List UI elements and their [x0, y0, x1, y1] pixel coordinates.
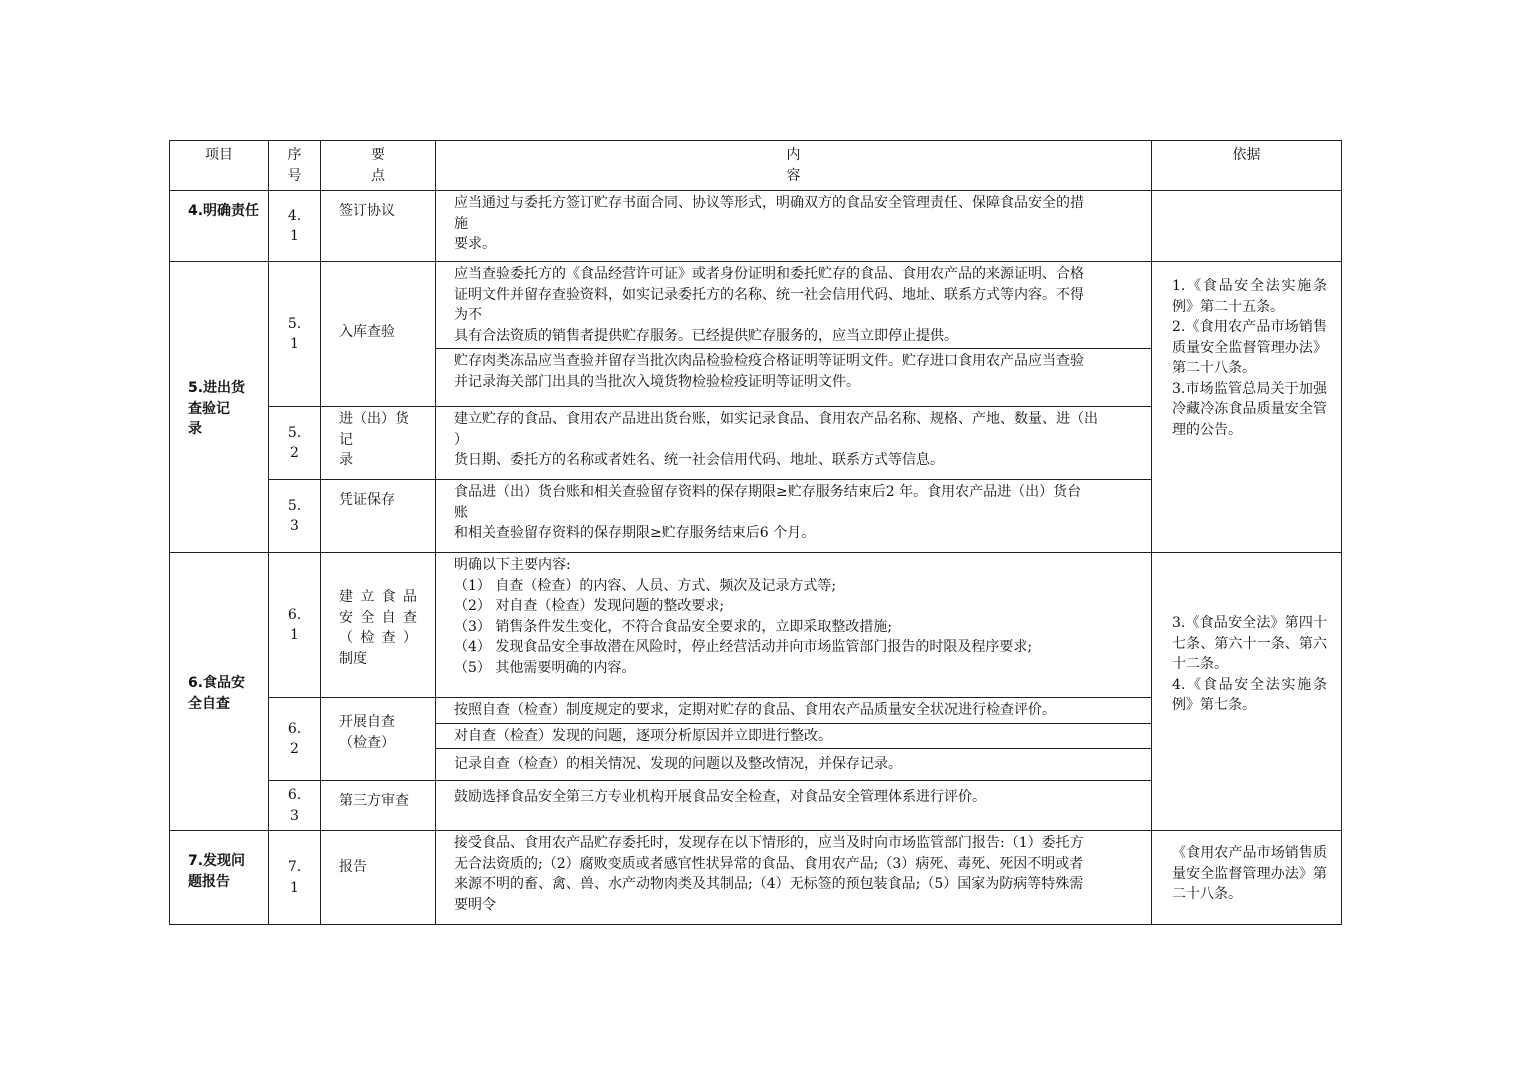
basis-5: 1.《食品安全法实施条例》第二十五条。 2.《食用农产品市场销售质量安全监督管理办法》第二十八条。 3.市场监管总局关于加强冷藏冷冻食品质量安全管理的公告。 — [1152, 262, 1342, 553]
row-4-1 — [170, 191, 1342, 262]
basis-4 — [1152, 191, 1342, 262]
content-6-3: 鼓励选择食品安全第三方专业机构开展食品安全检查，对食品安全管理体系进行评价。 — [436, 781, 1152, 831]
point-6-3: 第三方审查 — [321, 781, 436, 831]
seq-5-2: 5. 2 — [269, 407, 321, 480]
row-5-1a — [170, 262, 1342, 349]
project-5: 5.进出货 查验记 录 — [170, 262, 269, 553]
point-6-1: 建立食品 安全自查 （检查） 制度 — [321, 553, 436, 698]
content-6-2c: 记录自查（检查）的相关情况、发现的问题以及整改情况，并保存记录。 — [436, 749, 1152, 781]
header-row — [170, 141, 1342, 191]
project-4: 4.明确责任 — [170, 191, 269, 262]
project-7: 7.发现问 题报告 — [170, 831, 269, 925]
point-7-1: 报告 — [321, 831, 436, 925]
row-7-1 — [170, 831, 1342, 925]
content-5-2: 建立贮存的食品、食用农产品进出货台账，如实记录食品、食用农产品名称、规格、产地、数量、进（出 ） 货日期、委托方的名称或者姓名、统一社会信用代码、地址、联系方式等信息。 — [436, 407, 1152, 480]
content-5-1a: 应当查验委托方的《食品经营许可证》或者身份证明和委托贮存的食品、食用农产品的来源证明、合格 证明文件并留存查验资料，如实记录委托方的名称、统一社会信用代码、地址、联系方式等内容。不得 为不 具有合法资质的销售者提供贮存服务。已经提供贮存服务的，应当立即停止提供。 — [436, 262, 1152, 349]
content-5-1b: 贮存肉类冻品应当查验并留存当批次肉品检验检疫合格证明等证明文件。贮存进口食用农产品应当查验 并记录海关部门出具的当批次入境货物检验检疫证明等证明文件。 — [436, 349, 1152, 407]
content-5-3: 食品进（出）货台账和相关查验留存资料的保存期限≥贮存服务结束后2 年。食用农产品进（出）货台 账 和相关查验留存资料的保存期限≥贮存服务结束后6 个月。 — [436, 480, 1152, 553]
point-5-1: 入库查验 — [321, 262, 436, 407]
basis-6: 3.《食品安全法》第四十七条、第六十一条、第六十二条。 4.《食品安全法实施条例》第七条。 — [1152, 553, 1342, 831]
document-page — [169, 140, 1341, 925]
row-6-1 — [170, 553, 1342, 698]
point-6-2: 开展自查 （检查） — [321, 698, 436, 781]
inspection-table — [169, 140, 1342, 925]
seq-6-3: 6. 3 — [269, 781, 321, 831]
content-6-2a: 按照自查（检查）制度规定的要求，定期对贮存的食品、食用农产品质量安全状况进行检查评价。 — [436, 698, 1152, 724]
seq-7-1: 7. 1 — [269, 831, 321, 925]
seq-6-2: 6. 2 — [269, 698, 321, 781]
seq-6-1: 6. 1 — [269, 553, 321, 698]
project-6: 6.食品安 全自查 — [170, 553, 269, 831]
seq-4-1: 4. 1 — [269, 191, 321, 262]
basis-7: 《食用农产品市场销售质量安全监督管理办法》第二十八条。 — [1152, 831, 1342, 925]
content-7-1: 接受食品、食用农产品贮存委托时，发现存在以下情形的，应当及时向市场监管部门报告:（1）委托方 无合法资质的;（2）腐败变质或者感官性状异常的食品、食用农产品;（3）病死、毒死、死因不明或者 来源不明的畜、禽、兽、水产动物肉类及其制品;（4）无标签的预包装食品;（5）国家为防病等特殊需 要明令 — [436, 831, 1152, 925]
point-5-2: 进（出）货 记 录 — [321, 407, 436, 480]
header-basis: 依据 — [1152, 141, 1342, 191]
seq-5-1: 5. 1 — [269, 262, 321, 407]
content-6-1: 明确以下主要内容: （1） 自查（检查）的内容、人员、方式、频次及记录方式等; （2） 对自查（检查）发现问题的整改要求; （3） 销售条件发生变化，不符合食品安全要求的，立即采取整改措施; （4） 发现食品安全事故潜在风险时，停止经营活动并向市场监管部门报告的时限及程序要求; （5） 其他需要明确的内容。 — [436, 553, 1152, 698]
point-4-1: 签订协议 — [321, 191, 436, 262]
point-5-3: 凭证保存 — [321, 480, 436, 553]
header-content: 内 容 — [436, 141, 1152, 191]
header-project: 项目 — [170, 141, 269, 191]
seq-5-3: 5. 3 — [269, 480, 321, 553]
content-4-1: 应当通过与委托方签订贮存书面合同、协议等形式，明确双方的食品安全管理责任、保障食品安全的措 施 要求。 — [436, 191, 1152, 262]
content-6-2b: 对自查（检查）发现的问题，逐项分析原因并立即进行整改。 — [436, 723, 1152, 749]
header-point: 要 点 — [321, 141, 436, 191]
header-seq: 序 号 — [269, 141, 321, 191]
